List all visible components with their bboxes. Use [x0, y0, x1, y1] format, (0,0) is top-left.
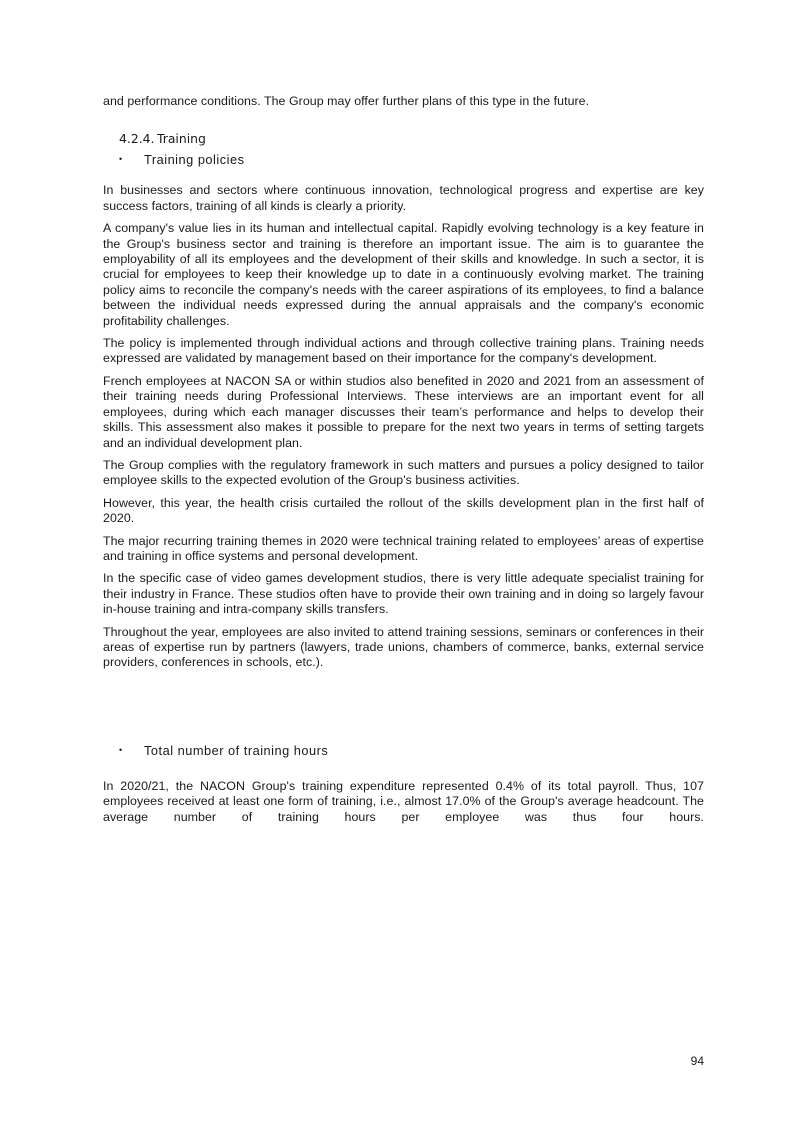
paragraph: In 2020/21, the NACON Group's training expenditure represented 0.4% of its total payroll. Thus, 107 employees received at least one form of training, i.e., almost 17.0% of the Group's average headcount. The average number of training hours per employee was thus four hours. — [103, 778, 704, 824]
paragraph: The policy is implemented through individual actions and through collective training plans. Training needs expressed are validated by management based on their importance for the company's development. — [103, 336, 704, 366]
intro-paragraph: and performance conditions. The Group may offer further plans of this type in the future. — [103, 94, 590, 108]
page-number: 94 — [690, 1054, 704, 1068]
paragraph: The Group complies with the regulatory framework in such matters and pursues a policy designed to tailor employee skills to the expected evolution of the Group's business activities. — [103, 457, 704, 488]
spacer — [103, 168, 704, 183]
paragraph: French employees at NACON SA or within studios also benefited in 2020 and 2021 from an assessment of their training needs during Professional Interviews. These interviews are an important event for all employees, during which each manager discusses their team’s performance and helps to develop their skills. This assessment also makes it possible to prepare for the next two years in terms of setting targets and an individual development plan. — [103, 373, 704, 450]
paragraph: In the specific case of video games development studios, there is very little adequate specialist training for their industry in France. These studios often have to provide their own training and in doing so largely favour in-house training and intra-company skills transfers. — [103, 571, 704, 617]
paragraph: A company's value lies in its human and intellectual capital. Rapidly evolving technology is a key feature in the Group's business sector and training is therefore an important issue. The aim is to guarantee the employability of all its employees and the development of their skills and knowledge. In such a sector, it is crucial for employees to keep their knowledge up to date in a continuously evolving market. The training policy aims to reconcile the company's needs with the career aspirations of its employees, to find a balance between the individual needs expressed during the annual appraisals and the company's economic profitability challenges. — [103, 221, 704, 328]
section-title: Training — [157, 131, 206, 147]
bullet-heading-training-policies — [119, 151, 704, 168]
bullet-icon: • — [119, 154, 123, 165]
paragraph: The major recurring training themes in 2020 were technical training related to employees’ areas of expertise and training in office systems and personal development. — [103, 533, 704, 563]
paragraph: In businesses and sectors where continuous innovation, technological progress and expertise are key success factors, training of all kinds is clearly a priority. — [103, 183, 704, 213]
bullet-heading-training-hours — [119, 742, 704, 759]
bullet-heading-label: Training policies — [144, 152, 245, 168]
page-content — [103, 94, 704, 832]
bullet-icon: • — [119, 744, 123, 755]
spacer — [103, 759, 704, 779]
spacer — [103, 678, 704, 738]
section-heading — [119, 131, 704, 147]
paragraph: Throughout the year, employees are also invited to attend training sessions, seminars or conferences in their areas of expertise run by partners (lawyers, trade unions, chambers of commerce, banks, external service providers, conferences in schools, etc.). — [103, 624, 704, 670]
section-number: 4.2.4. — [119, 131, 155, 147]
paragraph: However, this year, the health crisis curtailed the rollout of the skills development plan in the first half of 2020. — [103, 495, 704, 526]
bullet-heading-label: Total number of training hours — [144, 742, 329, 758]
